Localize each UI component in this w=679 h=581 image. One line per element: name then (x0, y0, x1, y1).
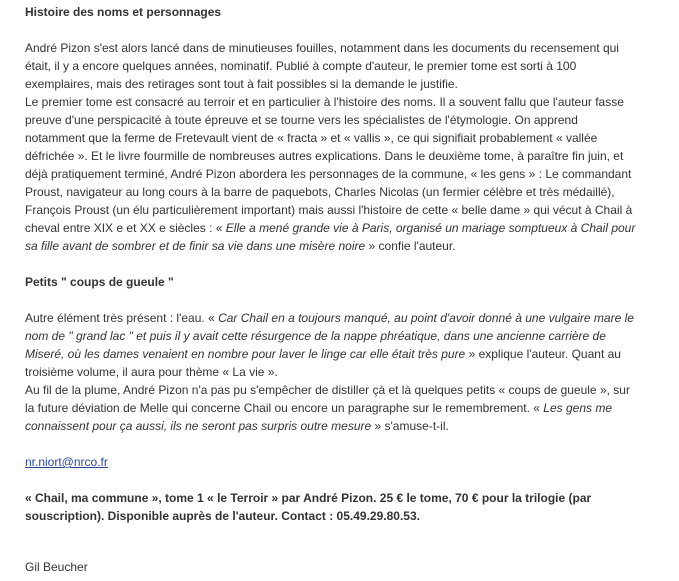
paragraph-rants (25, 309, 654, 435)
text-line (25, 381, 654, 399)
body-text: déjà pratiquement terminé, André Pizon abordera les personnages de la commune, « les gens » : Le commandant (25, 167, 632, 181)
quoted-text: Les gens me (543, 401, 613, 415)
body-text: André Pizon s'est alors lancé dans de minutieuses fouilles, notamment dans les documents du recensement qui (25, 41, 619, 55)
text-line (25, 75, 654, 93)
body-text: était, il y a encore quelques années, nominatif. Publié à compte d'auteur, le premier tome est sorti à 100 (25, 59, 577, 73)
body-text: cheval entre XIX e et XX e siècles : « (25, 221, 226, 235)
quoted-text: sa fille avant de sombrer et de finir sa vie dans une misère noire (25, 239, 366, 253)
book-info (25, 489, 654, 525)
body-text: preuve d'une perspicacité à toute épreuve et se tourne vers les spécialistes de l'étymologie. On apprend (25, 113, 578, 127)
body-text: la future déviation de Melle qui concerne Chail ou encore un paragraphe sur le remembrement. « (25, 401, 544, 415)
text-line (25, 363, 654, 381)
section-heading-history: Histoire des noms et personnages (25, 5, 222, 19)
text-line (25, 417, 654, 435)
body-text: Proust, navigateur au long cours à la barre de paquebots, Charles Nicolas (un fermier célèbre et très médaillé), (25, 185, 615, 199)
text-line (25, 399, 654, 417)
body-text: » confie l'auteur. (365, 239, 456, 253)
email-link[interactable]: nr.niort@nrco.fr (25, 455, 108, 469)
body-text: Le premier tome est consacré au terroir et en particulier à l'histoire des noms. Il a souvent fallu que l'auteur fasse (25, 95, 624, 109)
quoted-text: Car Chail en a toujours manqué, au point d'avoir donné à une vulgaire mare le (218, 311, 634, 325)
text-line (25, 111, 654, 129)
text-line (25, 57, 654, 75)
quoted-text: nom de " grand lac " et puis il y avait cette résurgence de la nappe phréatique, dans une ancienne carrière de (25, 329, 606, 343)
text-line (25, 93, 654, 111)
text-line (25, 327, 654, 345)
body-text: » s'amuse-t-il. (371, 419, 449, 433)
text-line (25, 39, 654, 57)
body-text: défrichée ». Et le livre fourmille de nombreuses autres explications. Dans le deuxième tome, à paraître fin juin, et (25, 149, 624, 163)
body-text: souscription). Disponible auprès de l'auteur. Contact : 05.49.29.80.53. (25, 509, 420, 523)
text-line (25, 147, 654, 165)
text-line (25, 165, 654, 183)
quoted-text: Elle a mené grande vie à Paris, organisé un mariage somptueux à Chail pour (225, 221, 636, 235)
body-text: Au fil de la plume, André Pizon n'a pas pu s'empêcher de distiller çà et là quelques petits « coups de gueule », sur (25, 383, 630, 397)
quoted-text: Miseré, où les dames venaient en nombre pour laver le linge car elle était très pure (25, 347, 466, 361)
author-byline: Gil Beucher (25, 560, 88, 574)
contact-line (25, 453, 654, 471)
body-text: exemplaires, mais des retirages sont tout à fait possibles si la demande le justifie. (25, 77, 458, 91)
text-line (25, 201, 654, 219)
section-heading-rants: Petits " coups de gueule " (25, 275, 174, 289)
paragraph-history (25, 39, 654, 255)
body-text: » explique l'auteur. Quant au (465, 347, 621, 361)
text-line (25, 489, 654, 507)
body-text: François Proust (un élu particulièrement important) mais aussi l'histoire de cette « belle dame » qui vécut à Chail à (25, 203, 633, 217)
body-text: troisième volume, il aura pour thème « La vie ». (25, 365, 278, 379)
text-line (25, 237, 654, 255)
body-text: Autre élément très présent : l'eau. « (25, 311, 219, 325)
body-text: « Chail, ma commune », tome 1 « le Terroir » par André Pizon. 25 € le tome, 70 € pour la trilogie (par (25, 491, 592, 505)
text-line (25, 507, 654, 525)
text-line (25, 129, 654, 147)
text-line (25, 219, 654, 237)
body-text: notamment que la ferme de Fretevault vient de « fracta » et « vallis », ce qui signifiait probablement « vallée (25, 131, 598, 145)
text-line (25, 345, 654, 363)
text-line (25, 309, 654, 327)
quoted-text: connaissent pour ça aussi, ils ne seront pas surpris outre mesure (25, 419, 372, 433)
text-line (25, 183, 654, 201)
